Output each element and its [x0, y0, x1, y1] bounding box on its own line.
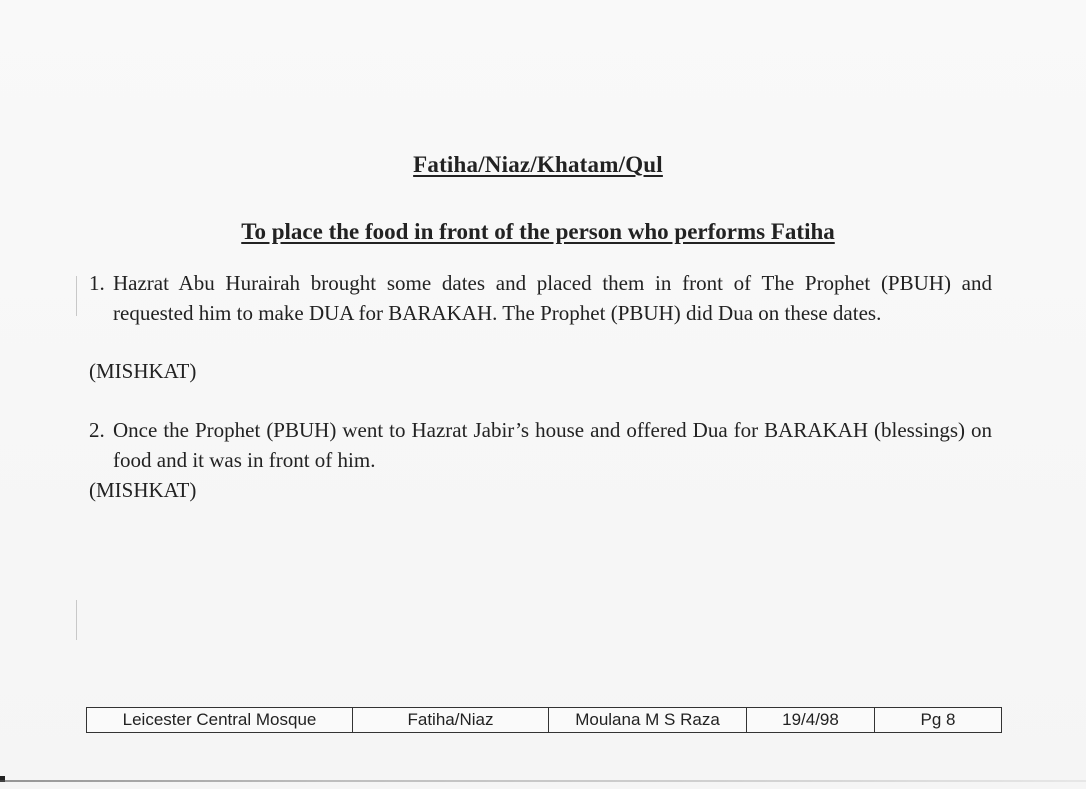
footer-date: 19/4/98	[747, 708, 875, 732]
footer-organization: Leicester Central Mosque	[87, 708, 353, 732]
document-title: Fatiha/Niaz/Khatam/Qul	[413, 152, 663, 177]
footer-table	[86, 707, 1002, 733]
list-item	[89, 415, 992, 475]
footer-author: Moulana M S Raza	[549, 708, 747, 732]
footer-page-number: Pg 8	[920, 710, 956, 729]
list-item-text: Hazrat Abu Hurairah brought some dates and placed them in front of The Prophet (PBUH) and requested him to make DUA for BARAKAH. The Prophet (PBUH) did Dua on these dates.	[113, 271, 992, 325]
list-item-source: (MISHKAT)	[89, 359, 197, 383]
list-item-source: (MISHKAT)	[89, 478, 197, 502]
footer-topic: Fatiha/Niaz	[353, 708, 549, 732]
list-item-number: 1.	[89, 271, 105, 295]
list-item-number: 2.	[89, 418, 105, 442]
scan-margin-line	[76, 276, 77, 316]
list-item-text: Once the Prophet (PBUH) went to Hazrat Jabir’s house and offered Dua for BARAKAH (blessings) on food and it was in front of him.	[113, 418, 992, 472]
scan-bottom-edge	[0, 780, 1086, 782]
list-item	[89, 268, 992, 328]
document-subtitle: To place the food in front of the person who performs Fatiha	[241, 219, 835, 244]
scan-margin-line	[76, 600, 77, 640]
